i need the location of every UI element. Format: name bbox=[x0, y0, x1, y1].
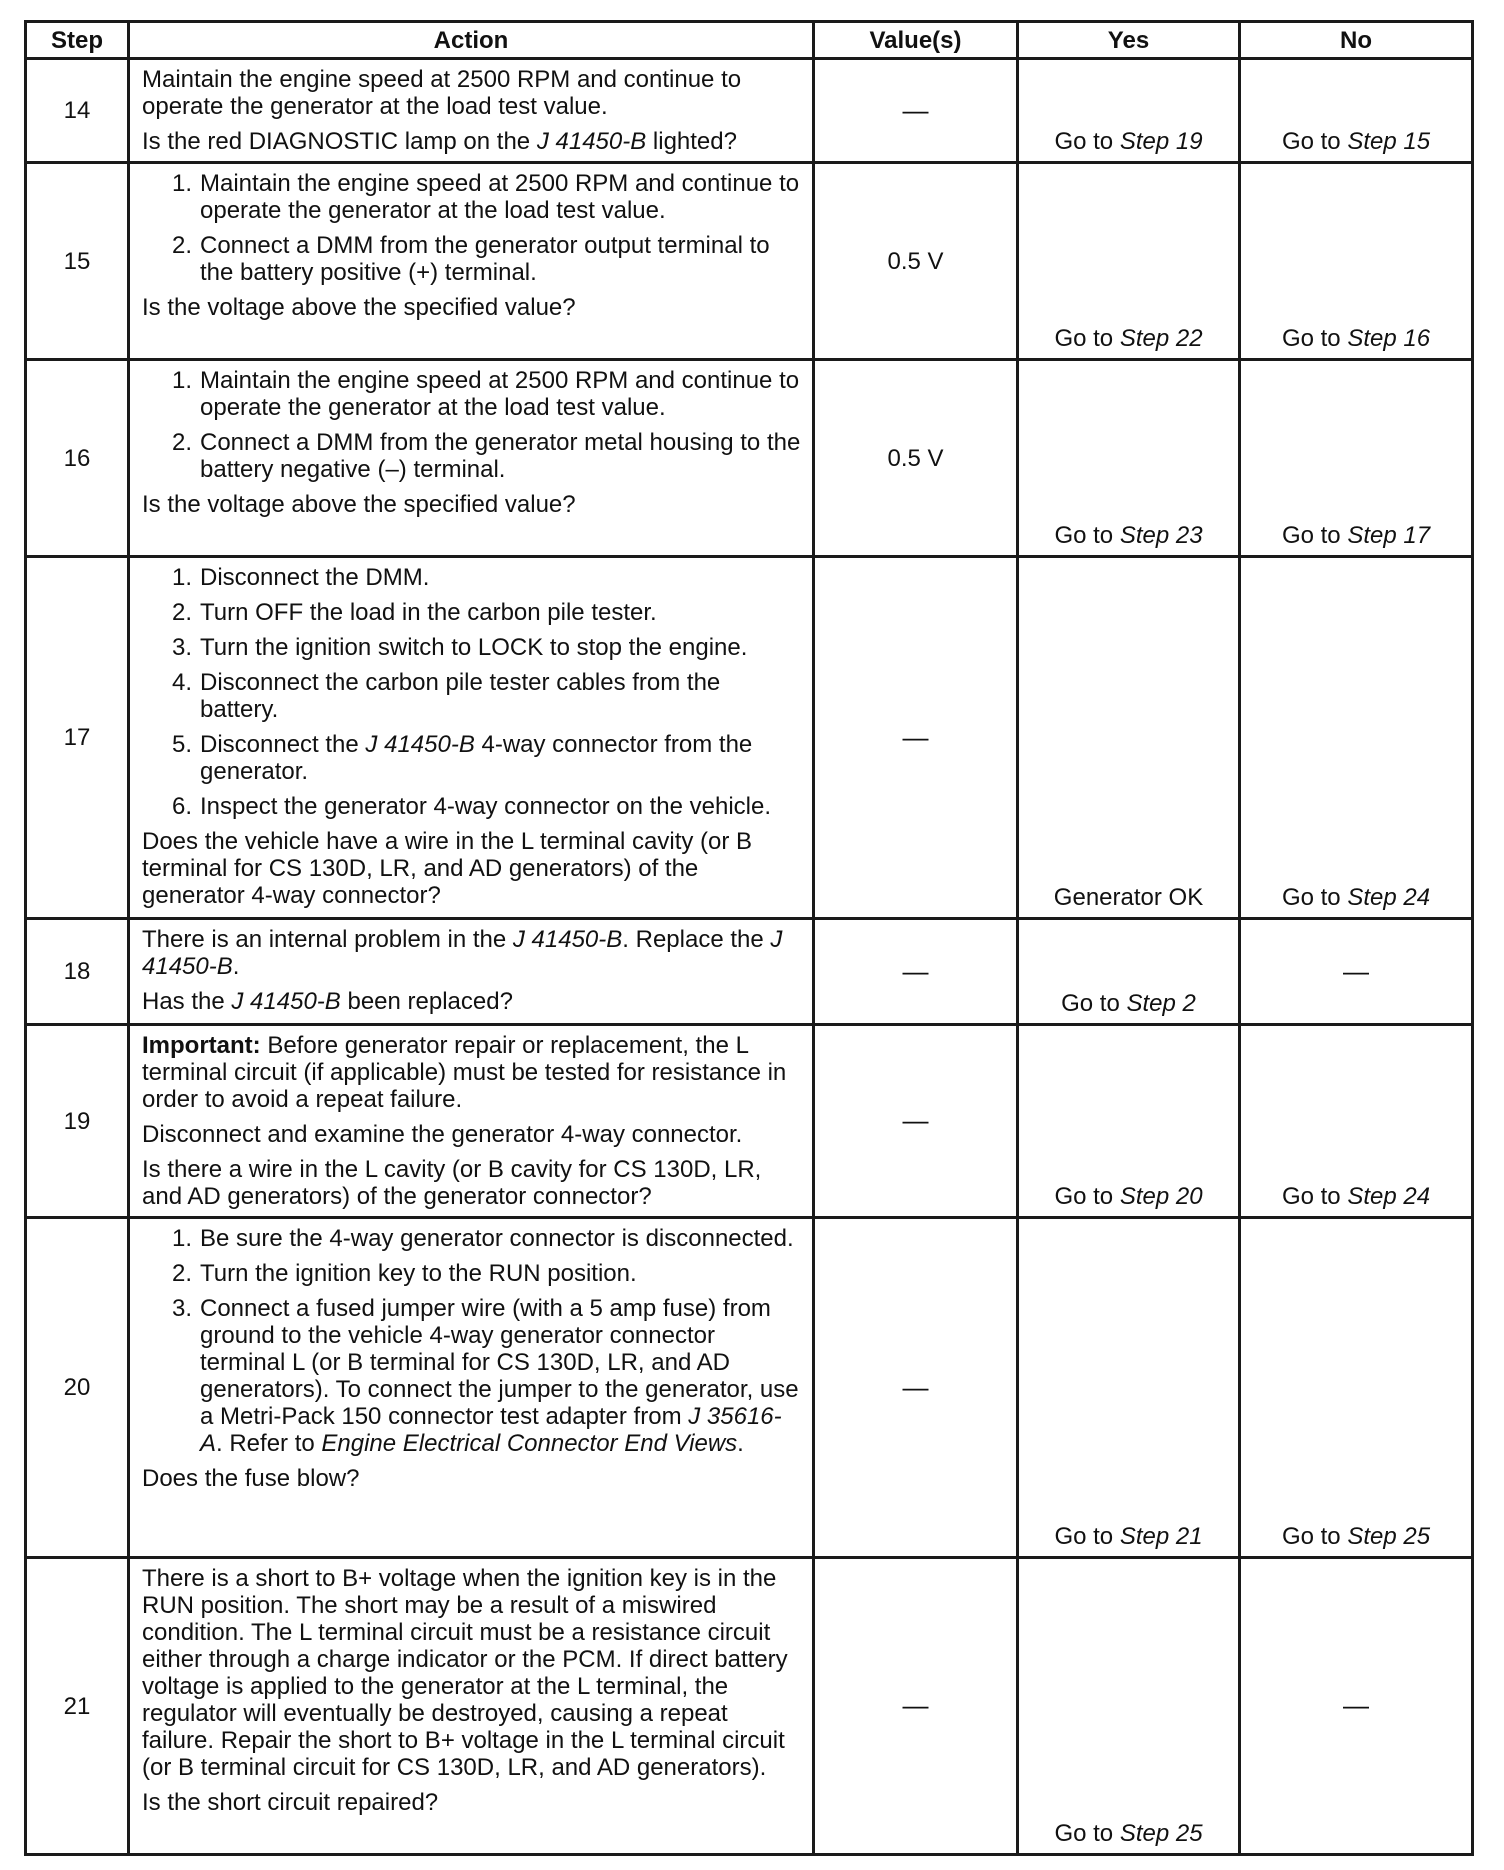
step-link[interactable]: Step 25 bbox=[1347, 1523, 1431, 1550]
value-cell: — bbox=[814, 1025, 1018, 1218]
list-item: 4. Disconnect the carbon pile tester cables from the battery. bbox=[171, 669, 721, 723]
action-cell bbox=[129, 59, 814, 163]
yes-cell: Go to Step 22 bbox=[1018, 163, 1240, 360]
list-item: 1. Maintain the engine speed at 2500 RPM and continue to operate the generator at the load test value. bbox=[171, 367, 800, 421]
step-number: 19 bbox=[26, 1025, 129, 1218]
list-item: 3. Turn the ignition switch to LOCK to stop the engine. bbox=[171, 634, 748, 661]
action-instruction: Disconnect and examine the generator 4-way connector. bbox=[142, 1121, 743, 1148]
no-cell: — bbox=[1240, 919, 1473, 1025]
tool-ref: J 41450-B bbox=[142, 926, 783, 980]
step-number: 20 bbox=[26, 1218, 129, 1558]
step-link[interactable]: Step 24 bbox=[1347, 1183, 1431, 1210]
action-list bbox=[142, 367, 802, 483]
action-cell bbox=[129, 360, 814, 557]
value-cell: 0.5 V bbox=[814, 163, 1018, 360]
tool-ref: J 41450-B bbox=[512, 926, 623, 953]
list-item: 1. Be sure the 4-way generator connector is disconnected. bbox=[171, 1225, 794, 1252]
value-cell: — bbox=[814, 557, 1018, 919]
action-list bbox=[142, 564, 802, 820]
action-question: Is the red DIAGNOSTIC lamp on the J 41450-B lighted? bbox=[142, 128, 737, 155]
step-link[interactable]: Step 22 bbox=[1119, 325, 1203, 352]
list-item: 6. Inspect the generator 4-way connector on the vehicle. bbox=[171, 793, 772, 820]
header-yes: Yes bbox=[1018, 22, 1240, 59]
action-list bbox=[142, 1225, 802, 1457]
diagnostic-table bbox=[24, 20, 1474, 1856]
action-cell bbox=[129, 163, 814, 360]
step-number: 15 bbox=[26, 163, 129, 360]
action-cell bbox=[129, 1558, 814, 1855]
table-row-step-16 bbox=[26, 360, 1473, 557]
tool-ref: J 41450-B bbox=[536, 128, 647, 155]
step-number: 18 bbox=[26, 919, 129, 1025]
table-row-step-14 bbox=[26, 59, 1473, 163]
header-values: Value(s) bbox=[814, 22, 1018, 59]
table-row-step-18 bbox=[26, 919, 1473, 1025]
no-cell: — bbox=[1240, 1558, 1473, 1855]
list-item: 1. Disconnect the DMM. bbox=[171, 564, 430, 591]
document-ref[interactable]: Engine Electrical Connector End Views bbox=[321, 1430, 738, 1457]
no-cell: Go to Step 25 bbox=[1240, 1218, 1473, 1558]
value-cell: — bbox=[814, 1558, 1018, 1855]
action-cell bbox=[129, 919, 814, 1025]
action-question: Is the short circuit repaired? bbox=[142, 1789, 439, 1816]
action-list bbox=[142, 170, 802, 286]
step-link[interactable]: Step 17 bbox=[1347, 522, 1431, 549]
yes-cell: Go to Step 21 bbox=[1018, 1218, 1240, 1558]
tool-ref: J 41450-B bbox=[365, 731, 475, 758]
value-cell: — bbox=[814, 919, 1018, 1025]
list-item: 2. Connect a DMM from the generator metal housing to the battery negative (–) terminal. bbox=[171, 429, 801, 483]
list-item: 1. Maintain the engine speed at 2500 RPM and continue to operate the generator at the load test value. bbox=[171, 170, 800, 224]
action-question: Does the vehicle have a wire in the L terminal cavity (or B terminal for CS 130D, LR, and AD generators) of the generator 4-way connector? bbox=[142, 828, 753, 909]
step-link[interactable]: Step 21 bbox=[1119, 1523, 1203, 1550]
step-number: 17 bbox=[26, 557, 129, 919]
action-question: Is there a wire in the L cavity (or B cavity for CS 130D, LR, and AD generators) of the generator connector? bbox=[142, 1156, 762, 1210]
yes-cell: Go to Step 19 bbox=[1018, 59, 1240, 163]
no-cell: Go to Step 16 bbox=[1240, 163, 1473, 360]
table-row-step-17 bbox=[26, 557, 1473, 919]
header-row bbox=[26, 22, 1473, 59]
table-row-step-20 bbox=[26, 1218, 1473, 1558]
action-question: Has the J 41450-B been replaced? bbox=[142, 988, 513, 1015]
action-question: Is the voltage above the specified value? bbox=[142, 294, 576, 321]
action-instruction: There is a short to B+ voltage when the ignition key is in the RUN position. The short may be a result of a miswired condition. The L terminal circuit must be a resistance circuit either through a charge indicator or the PCM. If direct battery voltage is applied to the generator at the L terminal, the regulator will eventually be destroyed, causing a repeat failure. Repair the short to B+ voltage in the L terminal circuit (or B terminal circuit for CS 130D, LR, and AD generators). bbox=[142, 1565, 788, 1781]
list-item: 2. Connect a DMM from the generator output terminal to the battery positive (+) terminal. bbox=[171, 232, 770, 286]
step-link[interactable]: Step 25 bbox=[1119, 1820, 1203, 1847]
yes-cell: Go to Step 2 bbox=[1018, 919, 1240, 1025]
header-action: Action bbox=[129, 22, 814, 59]
action-cell bbox=[129, 557, 814, 919]
step-link[interactable]: Step 24 bbox=[1347, 884, 1431, 911]
action-instruction: There is an internal problem in the J 41450-B. Replace the J 41450-B. bbox=[142, 926, 783, 980]
tool-ref: J 35616-A bbox=[200, 1403, 782, 1457]
action-cell bbox=[129, 1218, 814, 1558]
step-link[interactable]: Step 15 bbox=[1347, 128, 1431, 155]
table-row-step-15 bbox=[26, 163, 1473, 360]
list-item: 2. Turn OFF the load in the carbon pile tester. bbox=[171, 599, 657, 626]
step-link[interactable]: Step 20 bbox=[1119, 1183, 1203, 1210]
yes-cell: Go to Step 23 bbox=[1018, 360, 1240, 557]
step-link[interactable]: Step 19 bbox=[1119, 128, 1203, 155]
step-link[interactable]: Step 2 bbox=[1126, 990, 1196, 1017]
yes-cell: Go to Step 25 bbox=[1018, 1558, 1240, 1855]
yes-cell: Go to Step 20 bbox=[1018, 1025, 1240, 1218]
action-instruction: Maintain the engine speed at 2500 RPM and continue to operate the generator at the load test value. bbox=[142, 66, 742, 120]
yes-cell: Generator OK bbox=[1018, 557, 1240, 919]
no-cell: Go to Step 15 bbox=[1240, 59, 1473, 163]
header-step: Step bbox=[26, 22, 129, 59]
diagnostic-page bbox=[24, 20, 1471, 1856]
no-cell: Go to Step 17 bbox=[1240, 360, 1473, 557]
step-number: 14 bbox=[26, 59, 129, 163]
table-row-step-21 bbox=[26, 1558, 1473, 1855]
value-cell: — bbox=[814, 59, 1018, 163]
list-item: 5. Disconnect the J 41450-B 4-way connector from the generator. bbox=[171, 731, 753, 785]
table-row-step-19 bbox=[26, 1025, 1473, 1218]
action-question: Does the fuse blow? bbox=[142, 1465, 360, 1492]
action-question: Is the voltage above the specified value? bbox=[142, 491, 576, 518]
no-cell: Go to Step 24 bbox=[1240, 1025, 1473, 1218]
list-item: 3. Connect a fused jumper wire (with a 5 amp fuse) from ground to the vehicle 4-way generator connector terminal L (or B terminal for CS 130D, LR, and AD generators). To connect the jumper to the generator, use a Metri-Pack 150 connector test adapter from J 35616-A. Refer to Engine Electrical Connector End Views. bbox=[171, 1295, 799, 1457]
tool-ref: J 41450-B bbox=[231, 988, 341, 1015]
important-note: Important: Before generator repair or replacement, the L terminal circuit (if applicable) must be tested for resistance in order to avoid a repeat failure. bbox=[142, 1032, 787, 1113]
step-number: 21 bbox=[26, 1558, 129, 1855]
step-number: 16 bbox=[26, 360, 129, 557]
step-link[interactable]: Step 16 bbox=[1347, 325, 1431, 352]
value-cell: — bbox=[814, 1218, 1018, 1558]
header-no: No bbox=[1240, 22, 1473, 59]
important-label: Important: bbox=[142, 1032, 261, 1059]
step-link[interactable]: Step 23 bbox=[1119, 522, 1203, 549]
list-item: 2. Turn the ignition key to the RUN position. bbox=[171, 1260, 637, 1287]
action-cell bbox=[129, 1025, 814, 1218]
value-cell: 0.5 V bbox=[814, 360, 1018, 557]
no-cell: Go to Step 24 bbox=[1240, 557, 1473, 919]
